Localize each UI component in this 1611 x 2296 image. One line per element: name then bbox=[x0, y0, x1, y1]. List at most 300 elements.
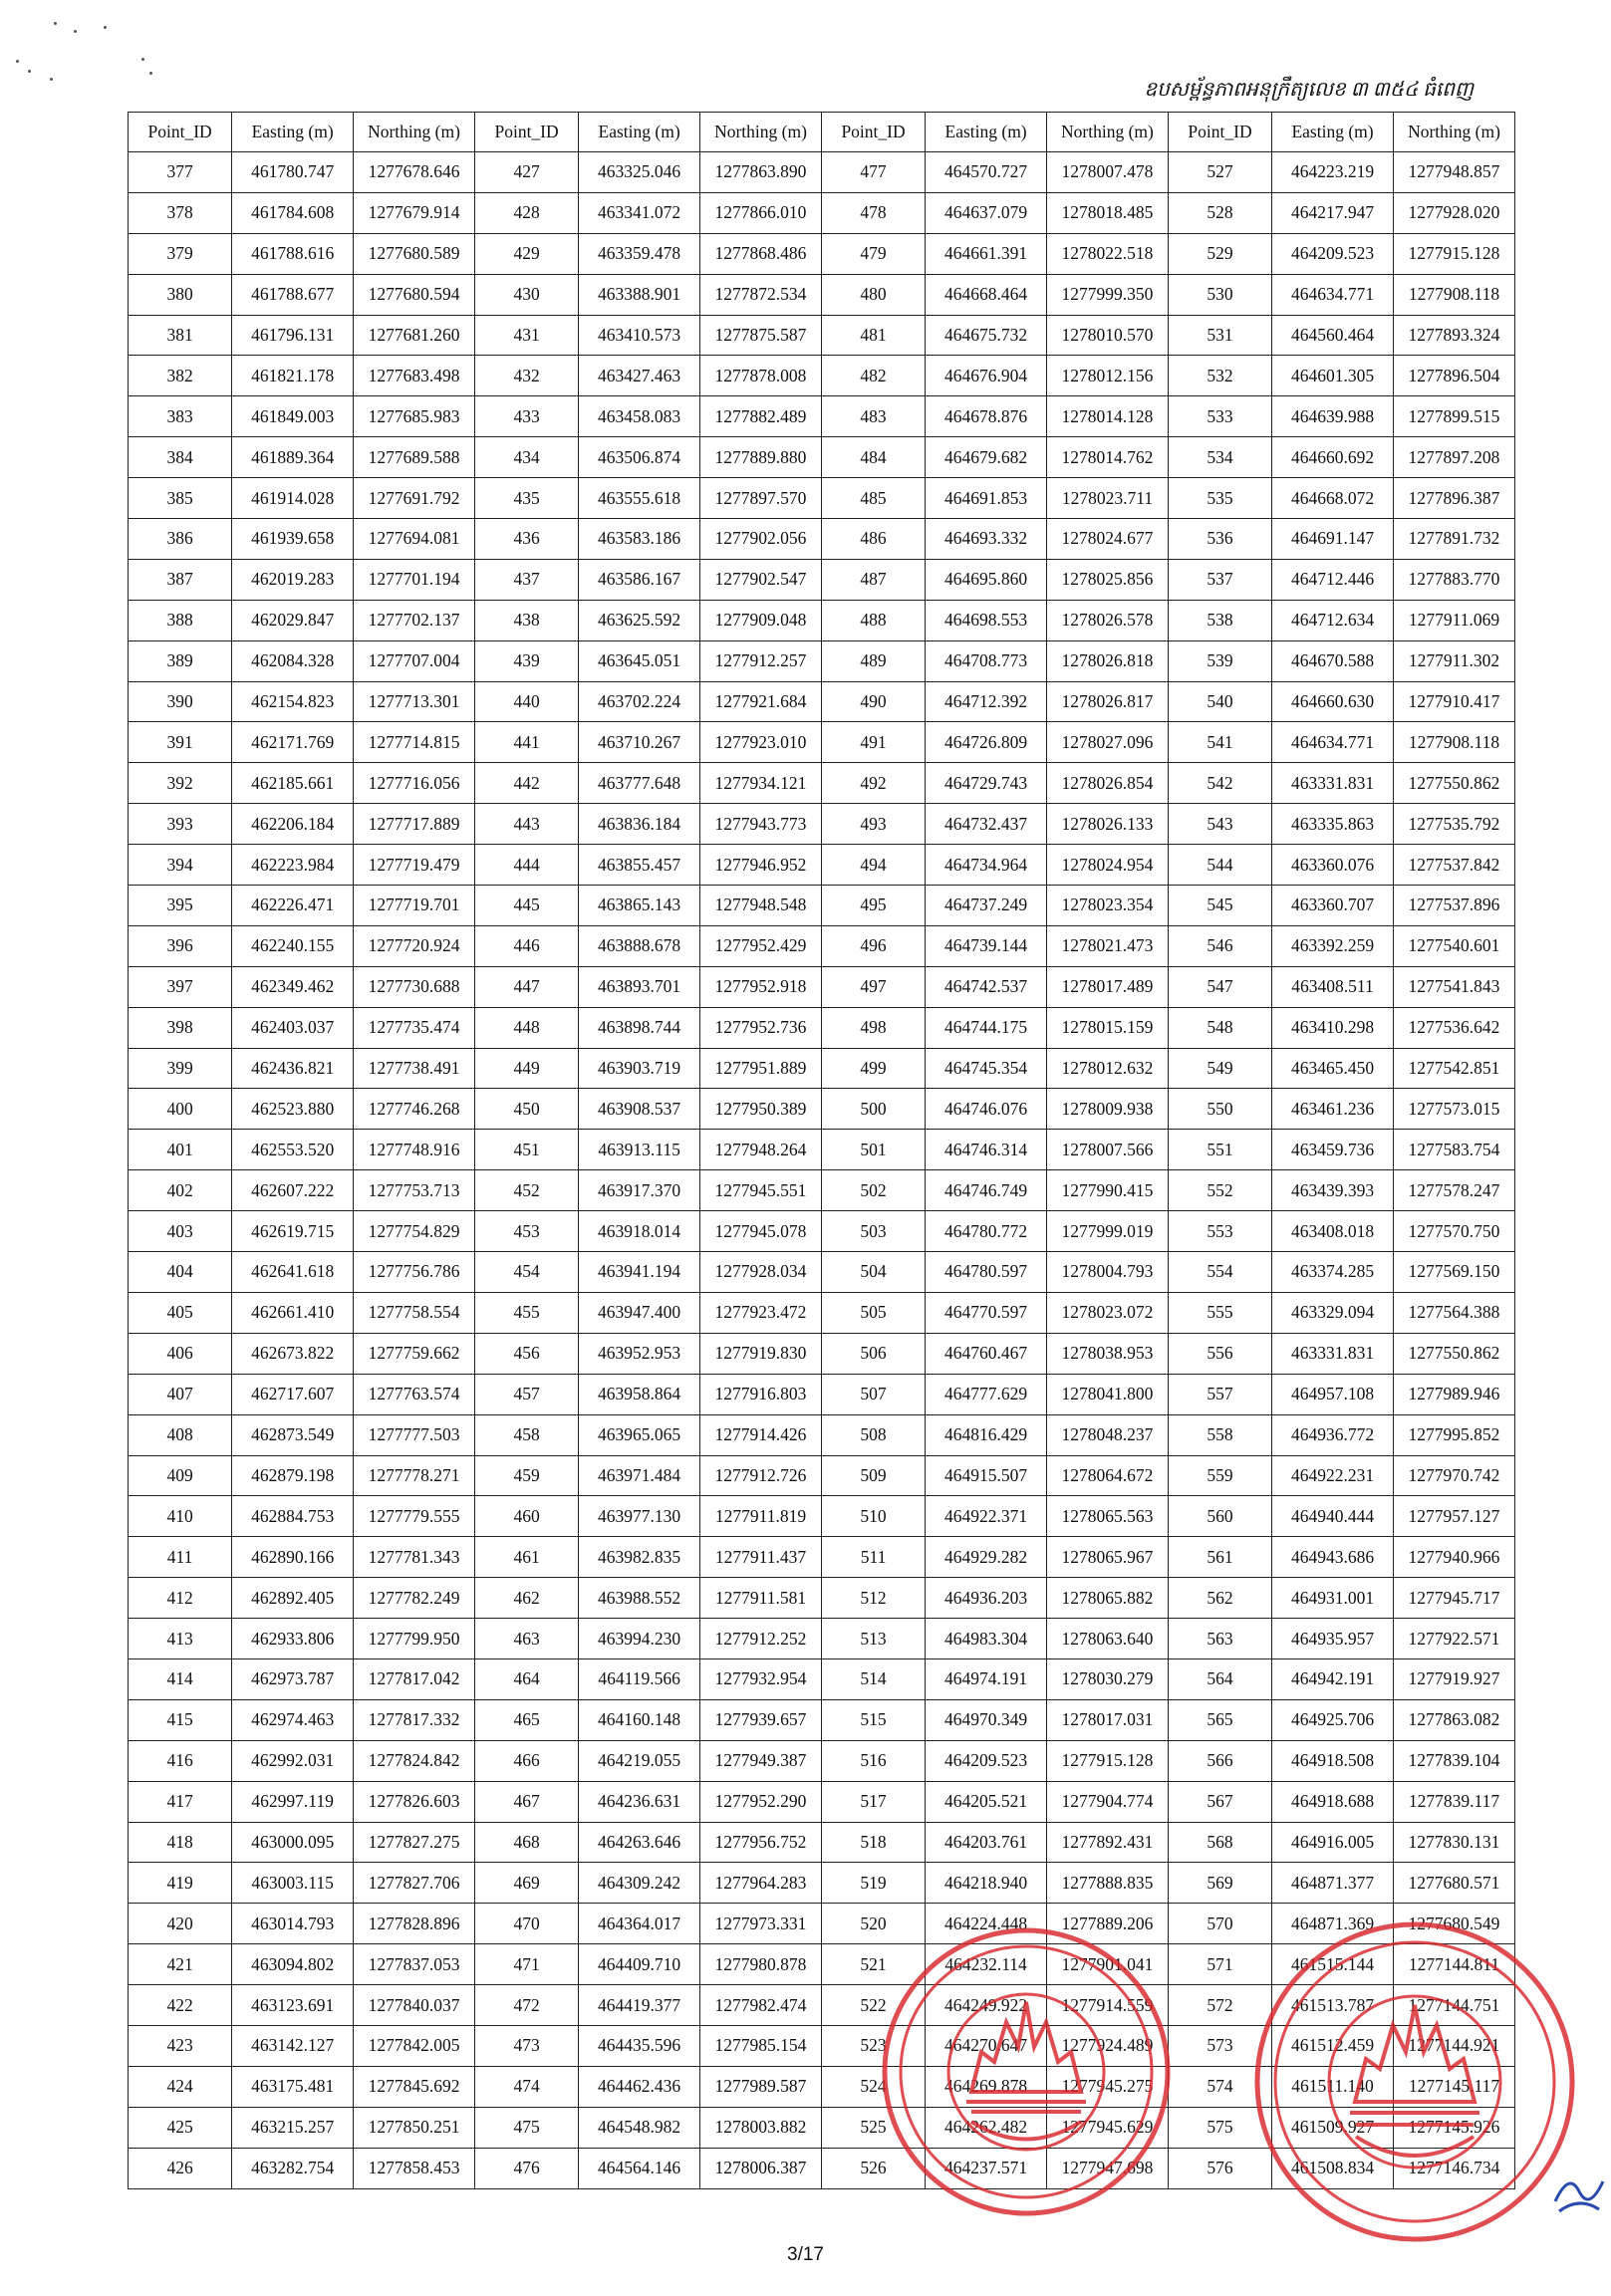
table-cell: 506 bbox=[821, 1333, 925, 1374]
table-cell: 461796.131 bbox=[232, 315, 354, 356]
table-cell: 464691.147 bbox=[1272, 519, 1394, 560]
table-cell: 464712.446 bbox=[1272, 559, 1394, 600]
table-cell: 464560.464 bbox=[1272, 315, 1394, 356]
table-cell: 561 bbox=[1168, 1537, 1271, 1578]
table-cell: 461914.028 bbox=[232, 478, 354, 519]
table-cell: 1277956.752 bbox=[700, 1822, 822, 1863]
table-cell: 1277948.857 bbox=[1393, 152, 1514, 193]
table-cell: 464679.682 bbox=[926, 437, 1047, 478]
table-cell: 566 bbox=[1168, 1740, 1271, 1781]
table-cell: 1277845.692 bbox=[354, 2066, 475, 2107]
table-cell: 463175.481 bbox=[232, 2066, 354, 2107]
table-cell: 463360.707 bbox=[1272, 886, 1394, 926]
table-cell: 1277756.786 bbox=[354, 1252, 475, 1293]
table-cell: 568 bbox=[1168, 1822, 1271, 1863]
table-row bbox=[129, 2025, 1515, 2066]
table-cell: 1278030.279 bbox=[1047, 1658, 1169, 1699]
table-cell: 531 bbox=[1168, 315, 1271, 356]
table-cell: 1277915.128 bbox=[1393, 233, 1514, 274]
table-cell: 464 bbox=[474, 1658, 578, 1699]
table-body bbox=[129, 152, 1515, 2189]
table-cell: 1277985.154 bbox=[700, 2025, 822, 2066]
table-cell: 1278065.967 bbox=[1047, 1537, 1169, 1578]
table-cell: 1277541.843 bbox=[1393, 966, 1514, 1007]
table-cell: 424 bbox=[129, 2066, 232, 2107]
table-cell: 496 bbox=[821, 925, 925, 966]
table-cell: 1277919.830 bbox=[700, 1333, 822, 1374]
table-row bbox=[129, 2066, 1515, 2107]
table-cell: 1277916.803 bbox=[700, 1374, 822, 1414]
table-cell: 1277550.862 bbox=[1393, 763, 1514, 804]
table-cell: 505 bbox=[821, 1292, 925, 1333]
table-cell: 429 bbox=[474, 233, 578, 274]
table-cell: 1278025.856 bbox=[1047, 559, 1169, 600]
table-cell: 450 bbox=[474, 1089, 578, 1130]
table-row bbox=[129, 600, 1515, 640]
table-cell: 1277827.706 bbox=[354, 1863, 475, 1904]
table-cell: 1277863.082 bbox=[1393, 1699, 1514, 1740]
table-cell: 464916.005 bbox=[1272, 1822, 1394, 1863]
table-cell: 461515.144 bbox=[1272, 1944, 1394, 1985]
table-cell: 1277990.415 bbox=[1047, 1170, 1169, 1211]
table-cell: 464816.429 bbox=[926, 1414, 1047, 1455]
table-cell: 438 bbox=[474, 600, 578, 640]
table-cell: 461508.834 bbox=[1272, 2148, 1394, 2188]
table-cell: 1277928.034 bbox=[700, 1252, 822, 1293]
table-cell: 462436.821 bbox=[232, 1048, 354, 1089]
table-cell: 462 bbox=[474, 1578, 578, 1619]
table-row bbox=[129, 1048, 1515, 1089]
table-cell: 1277889.206 bbox=[1047, 1904, 1169, 1944]
table-cell: 1278065.563 bbox=[1047, 1496, 1169, 1537]
table-cell: 464119.566 bbox=[579, 1658, 700, 1699]
table-cell: 1277902.056 bbox=[700, 519, 822, 560]
table-cell: 564 bbox=[1168, 1658, 1271, 1699]
table-cell: 559 bbox=[1168, 1455, 1271, 1496]
table-cell: 1277719.701 bbox=[354, 886, 475, 926]
column-header: Easting (m) bbox=[1272, 113, 1394, 152]
table-cell: 1277908.118 bbox=[1393, 722, 1514, 763]
table-cell: 1277948.548 bbox=[700, 886, 822, 926]
table-cell: 1278024.677 bbox=[1047, 519, 1169, 560]
table-row bbox=[129, 1781, 1515, 1822]
table-cell: 431 bbox=[474, 315, 578, 356]
table-cell: 1277989.587 bbox=[700, 2066, 822, 2107]
table-cell: 1277824.842 bbox=[354, 1740, 475, 1781]
column-header: Point_ID bbox=[129, 113, 232, 152]
table-cell: 427 bbox=[474, 152, 578, 193]
table-cell: 1277912.252 bbox=[700, 1619, 822, 1659]
table-cell: 1277702.137 bbox=[354, 600, 475, 640]
table-row bbox=[129, 1007, 1515, 1048]
table-cell: 461939.658 bbox=[232, 519, 354, 560]
table-cell: 463977.130 bbox=[579, 1496, 700, 1537]
table-cell: 464661.391 bbox=[926, 233, 1047, 274]
table-cell: 463335.863 bbox=[1272, 804, 1394, 845]
table-cell: 1277923.010 bbox=[700, 722, 822, 763]
table-cell: 1277866.010 bbox=[700, 192, 822, 233]
table-cell: 404 bbox=[129, 1252, 232, 1293]
table-cell: 464922.371 bbox=[926, 1496, 1047, 1537]
table-cell: 1277999.350 bbox=[1047, 274, 1169, 315]
table-cell: 1277536.642 bbox=[1393, 1007, 1514, 1048]
table-cell: 463282.754 bbox=[232, 2148, 354, 2188]
table-cell: 1277569.150 bbox=[1393, 1252, 1514, 1293]
table-cell: 421 bbox=[129, 1944, 232, 1985]
table-cell: 464409.710 bbox=[579, 1944, 700, 1985]
table-row bbox=[129, 1170, 1515, 1211]
table-cell: 1278038.953 bbox=[1047, 1333, 1169, 1374]
table-cell: 379 bbox=[129, 233, 232, 274]
table-cell: 436 bbox=[474, 519, 578, 560]
table-cell: 1277719.479 bbox=[354, 845, 475, 886]
table-cell: 462973.787 bbox=[232, 1658, 354, 1699]
table-cell: 1277146.734 bbox=[1393, 2148, 1514, 2188]
table-cell: 397 bbox=[129, 966, 232, 1007]
table-cell: 463408.511 bbox=[1272, 966, 1394, 1007]
table-row bbox=[129, 1658, 1515, 1699]
table-cell: 1278007.566 bbox=[1047, 1130, 1169, 1170]
table-cell: 463710.267 bbox=[579, 722, 700, 763]
table-cell: 533 bbox=[1168, 396, 1271, 437]
table-cell: 1277896.504 bbox=[1393, 356, 1514, 396]
table-cell: 1277540.601 bbox=[1393, 925, 1514, 966]
table-cell: 554 bbox=[1168, 1252, 1271, 1293]
table-cell: 512 bbox=[821, 1578, 925, 1619]
table-cell: 1278017.489 bbox=[1047, 966, 1169, 1007]
table-cell: 1277735.474 bbox=[354, 1007, 475, 1048]
table-cell: 377 bbox=[129, 152, 232, 193]
table-cell: 536 bbox=[1168, 519, 1271, 560]
table-cell: 454 bbox=[474, 1252, 578, 1293]
column-header: Northing (m) bbox=[1047, 113, 1169, 152]
table-cell: 492 bbox=[821, 763, 925, 804]
table-cell: 1277782.249 bbox=[354, 1578, 475, 1619]
table-row bbox=[129, 1985, 1515, 2026]
table-cell: 463965.065 bbox=[579, 1414, 700, 1455]
table-cell: 539 bbox=[1168, 640, 1271, 681]
table-cell: 464746.314 bbox=[926, 1130, 1047, 1170]
table-cell: 1277950.389 bbox=[700, 1089, 822, 1130]
table-cell: 1277911.302 bbox=[1393, 640, 1514, 681]
table-cell: 555 bbox=[1168, 1292, 1271, 1333]
table-cell: 573 bbox=[1168, 2025, 1271, 2066]
table-cell: 552 bbox=[1168, 1170, 1271, 1211]
table-cell: 464249.922 bbox=[926, 1985, 1047, 2026]
table-cell: 464931.001 bbox=[1272, 1578, 1394, 1619]
table-cell: 1277758.554 bbox=[354, 1292, 475, 1333]
table-cell: 403 bbox=[129, 1211, 232, 1252]
table-cell: 1277915.128 bbox=[1047, 1740, 1169, 1781]
table-cell: 530 bbox=[1168, 274, 1271, 315]
table-cell: 1277952.736 bbox=[700, 1007, 822, 1048]
table-cell: 445 bbox=[474, 886, 578, 926]
table-cell: 464232.114 bbox=[926, 1944, 1047, 1985]
table-cell: 1277952.429 bbox=[700, 925, 822, 966]
table-cell: 1277945.551 bbox=[700, 1170, 822, 1211]
table-cell: 463 bbox=[474, 1619, 578, 1659]
table-cell: 484 bbox=[821, 437, 925, 478]
table-cell: 406 bbox=[129, 1333, 232, 1374]
table-cell: 466 bbox=[474, 1740, 578, 1781]
table-cell: 494 bbox=[821, 845, 925, 886]
table-cell: 463410.573 bbox=[579, 315, 700, 356]
table-cell: 463917.370 bbox=[579, 1170, 700, 1211]
table-cell: 1277893.324 bbox=[1393, 315, 1514, 356]
table-cell: 498 bbox=[821, 1007, 925, 1048]
table-row bbox=[129, 478, 1515, 519]
table-cell: 449 bbox=[474, 1048, 578, 1089]
table-cell: 464637.079 bbox=[926, 192, 1047, 233]
table-cell: 1277909.048 bbox=[700, 600, 822, 640]
table-cell: 451 bbox=[474, 1130, 578, 1170]
table-cell: 407 bbox=[129, 1374, 232, 1414]
table-cell: 452 bbox=[474, 1170, 578, 1211]
table-cell: 458 bbox=[474, 1414, 578, 1455]
table-cell: 443 bbox=[474, 804, 578, 845]
table-cell: 464871.369 bbox=[1272, 1904, 1394, 1944]
table-cell: 396 bbox=[129, 925, 232, 966]
table-cell: 461780.747 bbox=[232, 152, 354, 193]
table-row bbox=[129, 233, 1515, 274]
table-cell: 1278021.473 bbox=[1047, 925, 1169, 966]
table-row bbox=[129, 1211, 1515, 1252]
table-cell: 442 bbox=[474, 763, 578, 804]
table-cell: 464745.354 bbox=[926, 1048, 1047, 1089]
table-cell: 1278027.096 bbox=[1047, 722, 1169, 763]
table-cell: 470 bbox=[474, 1904, 578, 1944]
table-cell: 463439.393 bbox=[1272, 1170, 1394, 1211]
table-cell: 462029.847 bbox=[232, 600, 354, 640]
table-cell: 524 bbox=[821, 2066, 925, 2107]
table-cell: 468 bbox=[474, 1822, 578, 1863]
table-cell: 461889.364 bbox=[232, 437, 354, 478]
column-header: Point_ID bbox=[1168, 113, 1271, 152]
table-cell: 394 bbox=[129, 845, 232, 886]
table-cell: 464564.146 bbox=[579, 2148, 700, 2188]
table-cell: 1277964.283 bbox=[700, 1863, 822, 1904]
table-cell: 462879.198 bbox=[232, 1455, 354, 1496]
table-cell: 464712.634 bbox=[1272, 600, 1394, 640]
table-cell: 464942.191 bbox=[1272, 1658, 1394, 1699]
table-cell: 1278006.387 bbox=[700, 2148, 822, 2188]
table-cell: 1277868.486 bbox=[700, 233, 822, 274]
table-cell: 1277578.247 bbox=[1393, 1170, 1514, 1211]
table-cell: 1277537.896 bbox=[1393, 886, 1514, 926]
table-cell: 576 bbox=[1168, 2148, 1271, 2188]
table-cell: 1277817.042 bbox=[354, 1658, 475, 1699]
table-cell: 1277952.918 bbox=[700, 966, 822, 1007]
table-cell: 1277717.889 bbox=[354, 804, 475, 845]
table-cell: 1278024.954 bbox=[1047, 845, 1169, 886]
table-cell: 489 bbox=[821, 640, 925, 681]
table-cell: 462673.822 bbox=[232, 1333, 354, 1374]
table-cell: 462223.984 bbox=[232, 845, 354, 886]
table-row bbox=[129, 925, 1515, 966]
table-cell: 464737.249 bbox=[926, 886, 1047, 926]
table-cell: 464770.597 bbox=[926, 1292, 1047, 1333]
table-cell: 455 bbox=[474, 1292, 578, 1333]
table-row bbox=[129, 274, 1515, 315]
table-cell: 461 bbox=[474, 1537, 578, 1578]
table-cell: 462892.405 bbox=[232, 1578, 354, 1619]
signature-mark bbox=[1549, 2162, 1609, 2221]
table-cell: 462661.410 bbox=[232, 1292, 354, 1333]
table-cell: 464668.464 bbox=[926, 274, 1047, 315]
table-cell: 1277902.547 bbox=[700, 559, 822, 600]
table-cell: 462019.283 bbox=[232, 559, 354, 600]
table-cell: 525 bbox=[821, 2107, 925, 2148]
table-cell: 428 bbox=[474, 192, 578, 233]
table-cell: 1277707.004 bbox=[354, 640, 475, 681]
table-cell: 1277691.792 bbox=[354, 478, 475, 519]
table-cell: 464739.144 bbox=[926, 925, 1047, 966]
table-cell: 463465.450 bbox=[1272, 1048, 1394, 1089]
table-cell: 380 bbox=[129, 274, 232, 315]
table-row bbox=[129, 2148, 1515, 2188]
table-cell: 390 bbox=[129, 681, 232, 722]
column-header: Point_ID bbox=[474, 113, 578, 152]
table-cell: 1278004.793 bbox=[1047, 1252, 1169, 1293]
table-cell: 393 bbox=[129, 804, 232, 845]
table-cell: 1277714.815 bbox=[354, 722, 475, 763]
table-cell: 446 bbox=[474, 925, 578, 966]
table-cell: 469 bbox=[474, 1863, 578, 1904]
table-cell: 1277878.008 bbox=[700, 356, 822, 396]
table-cell: 1277957.127 bbox=[1393, 1496, 1514, 1537]
table-cell: 463836.184 bbox=[579, 804, 700, 845]
table-cell: 464929.282 bbox=[926, 1537, 1047, 1578]
table-cell: 1278041.800 bbox=[1047, 1374, 1169, 1414]
table-cell: 1277921.684 bbox=[700, 681, 822, 722]
table-cell: 1277863.890 bbox=[700, 152, 822, 193]
table-cell: 464209.523 bbox=[926, 1740, 1047, 1781]
table-cell: 464218.940 bbox=[926, 1863, 1047, 1904]
table-cell: 385 bbox=[129, 478, 232, 519]
table-cell: 1277779.555 bbox=[354, 1496, 475, 1537]
table-cell: 1277542.851 bbox=[1393, 1048, 1514, 1089]
table-cell: 464729.743 bbox=[926, 763, 1047, 804]
table-cell: 399 bbox=[129, 1048, 232, 1089]
table-cell: 575 bbox=[1168, 2107, 1271, 2148]
table-cell: 1277924.489 bbox=[1047, 2025, 1169, 2066]
table-row bbox=[129, 1863, 1515, 1904]
table-cell: 463325.046 bbox=[579, 152, 700, 193]
table-cell: 556 bbox=[1168, 1333, 1271, 1374]
table-row bbox=[129, 1414, 1515, 1455]
table-cell: 1277837.053 bbox=[354, 1944, 475, 1985]
table-cell: 1277570.750 bbox=[1393, 1211, 1514, 1252]
table-cell: 463947.400 bbox=[579, 1292, 700, 1333]
table-cell: 1277945.275 bbox=[1047, 2066, 1169, 2107]
table-cell: 386 bbox=[129, 519, 232, 560]
table-cell: 464219.055 bbox=[579, 1740, 700, 1781]
table-row bbox=[129, 1374, 1515, 1414]
table-cell: 462974.463 bbox=[232, 1699, 354, 1740]
table-cell: 1277892.431 bbox=[1047, 1822, 1169, 1863]
table-cell: 1277683.498 bbox=[354, 356, 475, 396]
table-cell: 519 bbox=[821, 1863, 925, 1904]
table-cell: 1277680.549 bbox=[1393, 1904, 1514, 1944]
table-cell: 478 bbox=[821, 192, 925, 233]
table-cell: 1277144.811 bbox=[1393, 1944, 1514, 1985]
table-cell: 413 bbox=[129, 1619, 232, 1659]
table-cell: 462349.462 bbox=[232, 966, 354, 1007]
table-cell: 464936.772 bbox=[1272, 1414, 1394, 1455]
table-cell: 417 bbox=[129, 1781, 232, 1822]
table-cell: 517 bbox=[821, 1781, 925, 1822]
table-row bbox=[129, 559, 1515, 600]
table-cell: 461788.677 bbox=[232, 274, 354, 315]
table-cell: 462641.618 bbox=[232, 1252, 354, 1293]
table-cell: 542 bbox=[1168, 763, 1271, 804]
table-cell: 538 bbox=[1168, 600, 1271, 640]
table-cell: 463555.618 bbox=[579, 478, 700, 519]
table-cell: 437 bbox=[474, 559, 578, 600]
table-cell: 463003.115 bbox=[232, 1863, 354, 1904]
table-row bbox=[129, 1904, 1515, 1944]
table-cell: 565 bbox=[1168, 1699, 1271, 1740]
table-cell: 571 bbox=[1168, 1944, 1271, 1985]
table-row bbox=[129, 192, 1515, 233]
table-row bbox=[129, 1455, 1515, 1496]
table-cell: 461849.003 bbox=[232, 396, 354, 437]
table-cell: 1277952.290 bbox=[700, 1781, 822, 1822]
table-cell: 570 bbox=[1168, 1904, 1271, 1944]
table-cell: 462154.823 bbox=[232, 681, 354, 722]
table-cell: 423 bbox=[129, 2025, 232, 2066]
table-cell: 1277970.742 bbox=[1393, 1455, 1514, 1496]
table-cell: 1277973.331 bbox=[700, 1904, 822, 1944]
table-cell: 501 bbox=[821, 1130, 925, 1170]
table-cell: 480 bbox=[821, 274, 925, 315]
table-cell: 1277689.588 bbox=[354, 437, 475, 478]
table-cell: 463331.831 bbox=[1272, 763, 1394, 804]
table-cell: 521 bbox=[821, 1944, 925, 1985]
table-cell: 463392.259 bbox=[1272, 925, 1394, 966]
table-cell: 463777.648 bbox=[579, 763, 700, 804]
table-cell: 1277912.257 bbox=[700, 640, 822, 681]
table-cell: 508 bbox=[821, 1414, 925, 1455]
table-cell: 1278014.762 bbox=[1047, 437, 1169, 478]
table-cell: 1277738.491 bbox=[354, 1048, 475, 1089]
table-cell: 549 bbox=[1168, 1048, 1271, 1089]
table-cell: 464780.772 bbox=[926, 1211, 1047, 1252]
table-cell: 430 bbox=[474, 274, 578, 315]
table-cell: 464660.692 bbox=[1272, 437, 1394, 478]
table-cell: 1277842.005 bbox=[354, 2025, 475, 2066]
table-cell: 1277685.983 bbox=[354, 396, 475, 437]
table-cell: 456 bbox=[474, 1333, 578, 1374]
table-cell: 1277535.792 bbox=[1393, 804, 1514, 845]
table-cell: 1277753.713 bbox=[354, 1170, 475, 1211]
table-cell: 546 bbox=[1168, 925, 1271, 966]
table-cell: 1278064.672 bbox=[1047, 1455, 1169, 1496]
table-cell: 463341.072 bbox=[579, 192, 700, 233]
table-cell: 411 bbox=[129, 1537, 232, 1578]
table-cell: 464957.108 bbox=[1272, 1374, 1394, 1414]
table-cell: 1278012.632 bbox=[1047, 1048, 1169, 1089]
table-cell: 1277817.332 bbox=[354, 1699, 475, 1740]
table-cell: 1277777.503 bbox=[354, 1414, 475, 1455]
table-cell: 440 bbox=[474, 681, 578, 722]
table-cell: 510 bbox=[821, 1496, 925, 1537]
table-cell: 523 bbox=[821, 2025, 925, 2066]
table-cell: 463123.691 bbox=[232, 1985, 354, 2026]
table-cell: 569 bbox=[1168, 1863, 1271, 1904]
table-cell: 1277951.889 bbox=[700, 1048, 822, 1089]
table-cell: 1277730.688 bbox=[354, 966, 475, 1007]
